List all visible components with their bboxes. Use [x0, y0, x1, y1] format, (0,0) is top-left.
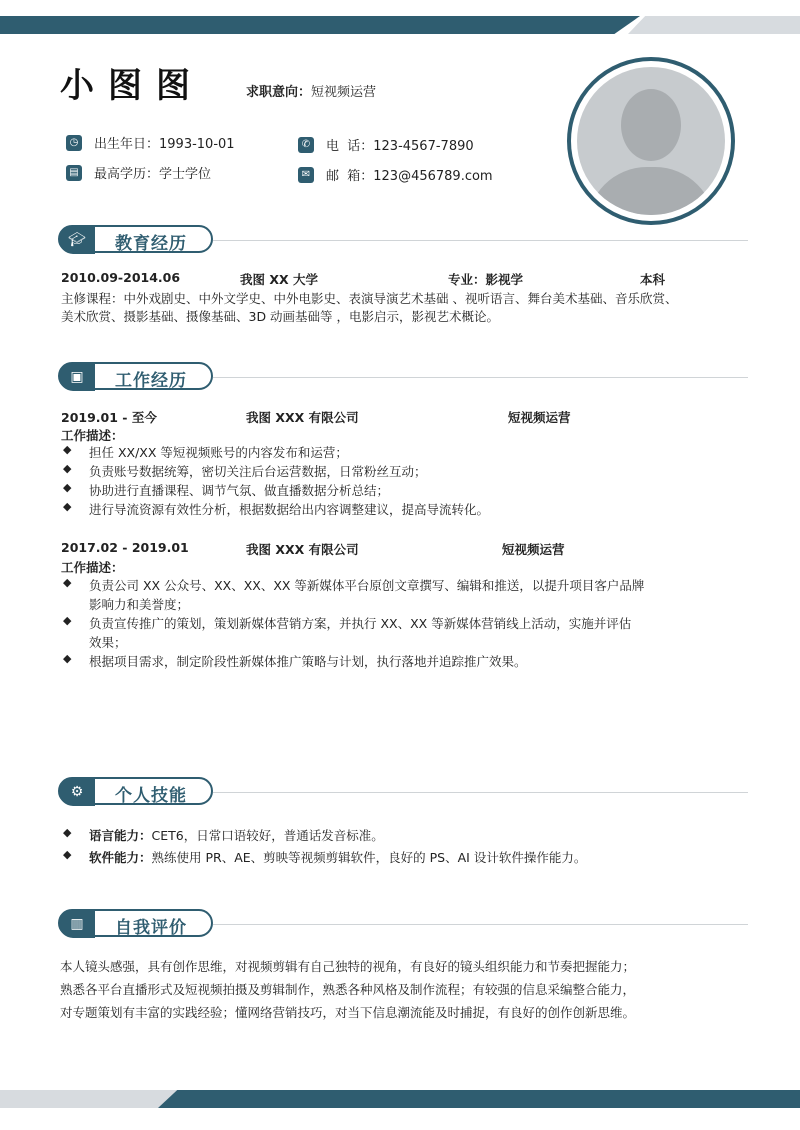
avatar-placeholder [577, 67, 725, 215]
notebook-icon: ▥ [59, 910, 95, 938]
top-bar-dark [0, 16, 640, 34]
phone-row [298, 135, 474, 154]
section-skills-header [58, 777, 748, 805]
briefcase-icon: ▣ [59, 363, 95, 391]
section-title: 个人技能 [115, 786, 187, 806]
envelope-icon: ✉ [298, 167, 314, 183]
skill-value: 熟练使用 PR、AE、剪映等视频剪辑软件，良好的 PS、AI 设计软件操作能力。 [151, 850, 587, 865]
avatar-body-shape [587, 167, 715, 215]
candidate-name: 小图图 [60, 66, 204, 106]
graduation-cap-icon: 🎓︎ [59, 226, 95, 254]
section-pill [58, 777, 213, 805]
section-title: 自我评价 [115, 918, 187, 938]
bullet-diamond-icon: ◆ [63, 481, 72, 494]
job1-company: 我图 XXX 有限公司 [246, 410, 359, 425]
job1-period: 2019.01 - 至今 [61, 410, 157, 425]
section-title: 教育经历 [115, 234, 187, 254]
bullet-diamond-icon: ◆ [63, 614, 72, 627]
edu-degree: 本科 [640, 272, 666, 287]
bullet-diamond-icon: ◆ [63, 443, 72, 456]
job1-position: 短视频运营 [508, 410, 571, 425]
bullet-diamond-icon: ◆ [63, 576, 72, 589]
edu-period: 2010.09-2014.06 [61, 270, 181, 285]
section-pill [58, 909, 213, 937]
section-pill [58, 362, 213, 390]
education-row [66, 163, 211, 182]
avatar [567, 57, 735, 225]
email-row [298, 165, 493, 184]
avatar-head-shape [621, 89, 681, 161]
job-intent-label: 求职意向： [246, 85, 312, 100]
section-title: 工作经历 [115, 371, 187, 391]
section-divider [213, 377, 748, 378]
job2-company: 我图 XXX 有限公司 [246, 542, 359, 557]
job-intent-value: 短视频运营 [311, 85, 377, 100]
bullet-diamond-icon: ◆ [63, 500, 72, 513]
section-work-header [58, 362, 748, 390]
email-text: 邮 箱：123@456789.com [326, 169, 493, 184]
bullet-diamond-icon: ◆ [63, 652, 72, 665]
edu-courses-line2: 美术欣赏、摄影基础、摄像基础、3D 动画基础等 ，电影启示，影视艺术概论。 [61, 309, 500, 324]
bullet-diamond-icon: ◆ [63, 462, 72, 475]
section-pill [58, 225, 213, 253]
bullet-diamond-icon: ◆ [63, 848, 72, 861]
bottom-bar-dark [158, 1090, 800, 1108]
skill-label: 软件能力： [89, 850, 152, 865]
job1-desc-label: 工作描述： [61, 428, 124, 443]
section-self-header [58, 909, 748, 937]
job2-period: 2017.02 - 2019.01 [61, 540, 189, 555]
section-education-header [58, 225, 748, 253]
self-eval-line3: 对专题策划有丰富的实践经验；懂网络营销技巧，对当下信息潮流能及时捕捉，有良好的创作创新思维。 [60, 1005, 636, 1020]
birth-text: 出生年日：1993-10-01 [94, 137, 235, 152]
birth-row [66, 133, 235, 152]
top-bar-light [628, 16, 800, 34]
bottom-bar-light [0, 1090, 180, 1108]
edu-school: 我图 XX 大学 [240, 272, 318, 287]
job2-position: 短视频运营 [502, 542, 565, 557]
self-eval-line1: 本人镜头感强，具有创作思维，对视频剪辑有自己独特的视角，有良好的镜头组织能力和节奏把握能力； [60, 959, 636, 974]
section-divider [213, 924, 748, 925]
self-eval-line2: 熟悉各平台直播形式及短视频拍摄及剪辑制作，熟悉各种风格及制作流程；有较强的信息采编整合能力， [60, 982, 636, 997]
section-divider [213, 240, 748, 241]
education-text: 最高学历：学士学位 [94, 167, 212, 182]
job2-desc-label: 工作描述： [61, 560, 124, 575]
phone-icon: ✆ [298, 137, 314, 153]
skill-label: 语言能力： [89, 828, 152, 843]
diploma-icon: ▤ [66, 165, 82, 181]
clock-icon: ◷ [66, 135, 82, 151]
edu-major: 专业：影视学 [448, 272, 524, 287]
job-intent [246, 81, 376, 100]
section-divider [213, 792, 748, 793]
gear-icon: ⚙ [59, 778, 95, 806]
phone-text: 电 话：123-4567-7890 [326, 139, 474, 154]
edu-courses-line1: 主修课程：中外戏剧史、中外文学史、中外电影史、表演导演艺术基础 、视听语言、舞台美术基础、音乐欣赏、 [61, 291, 678, 306]
bullet-diamond-icon: ◆ [63, 826, 72, 839]
skill-value: CET6，日常口语较好，普通话发音标准。 [151, 828, 384, 843]
